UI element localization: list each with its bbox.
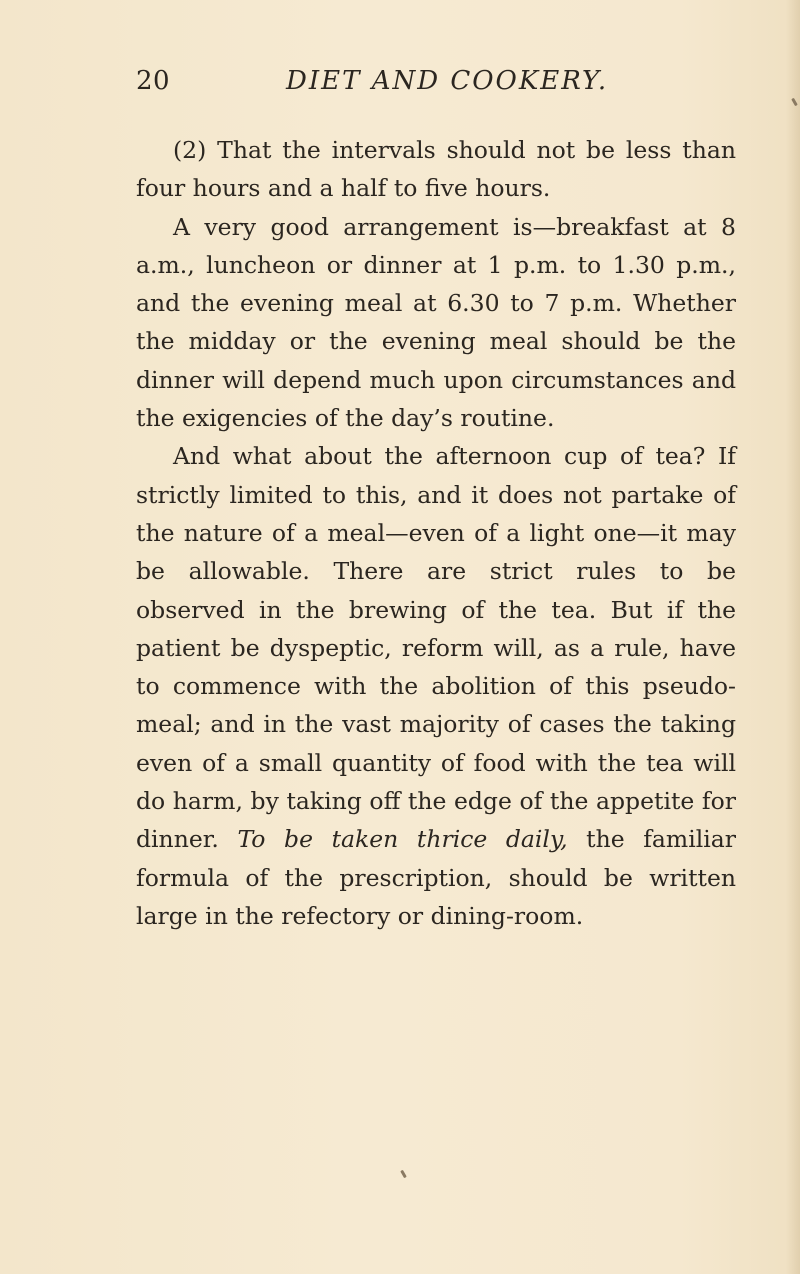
page-edge-shadow [786, 0, 800, 1274]
paragraph-arrangement: A very good arrangement is—breakfast at 8 a.m., luncheon or dinner at 1 p.m. to 1.30 p.m., and the evening meal at 6.30 to 7 p.m. Whether the midday or the evening meal should be the dinner will depend much upon circumstances and the exigencies of the day’s routine. [136, 212, 736, 433]
print-speck [400, 1170, 407, 1178]
tea-paragraph-text: And what about the afternoon cup of tea? If strictly limited to this, and it does not partake of the nature of a meal—even of a light one—it may be allowable. There are strict rules to be observed in the brewing of the tea. But if the patient be dyspeptic, reform will, as a rule, have to commence with the abolition of this pseudo-meal; and in the vast majority of cases the taking even of a small quantity of food with the tea will do harm, by taking off the edge of the appetite for dinner. [136, 442, 736, 854]
tea-paragraph-ending: the familiar formula of the prescription, should be written large in the refectory or dining-room. [136, 825, 737, 930]
running-title: DIET AND COOKERY. [286, 66, 609, 96]
body-text [136, 131, 736, 935]
italic-formula: To be taken thrice daily, [237, 825, 568, 854]
paragraph-afternoon-tea [136, 437, 736, 935]
page-header [136, 66, 736, 106]
page-number: 20 [136, 66, 171, 96]
paragraph-intervals: (2) That the intervals should not be less than four hours and a half to five hours. [136, 136, 736, 203]
